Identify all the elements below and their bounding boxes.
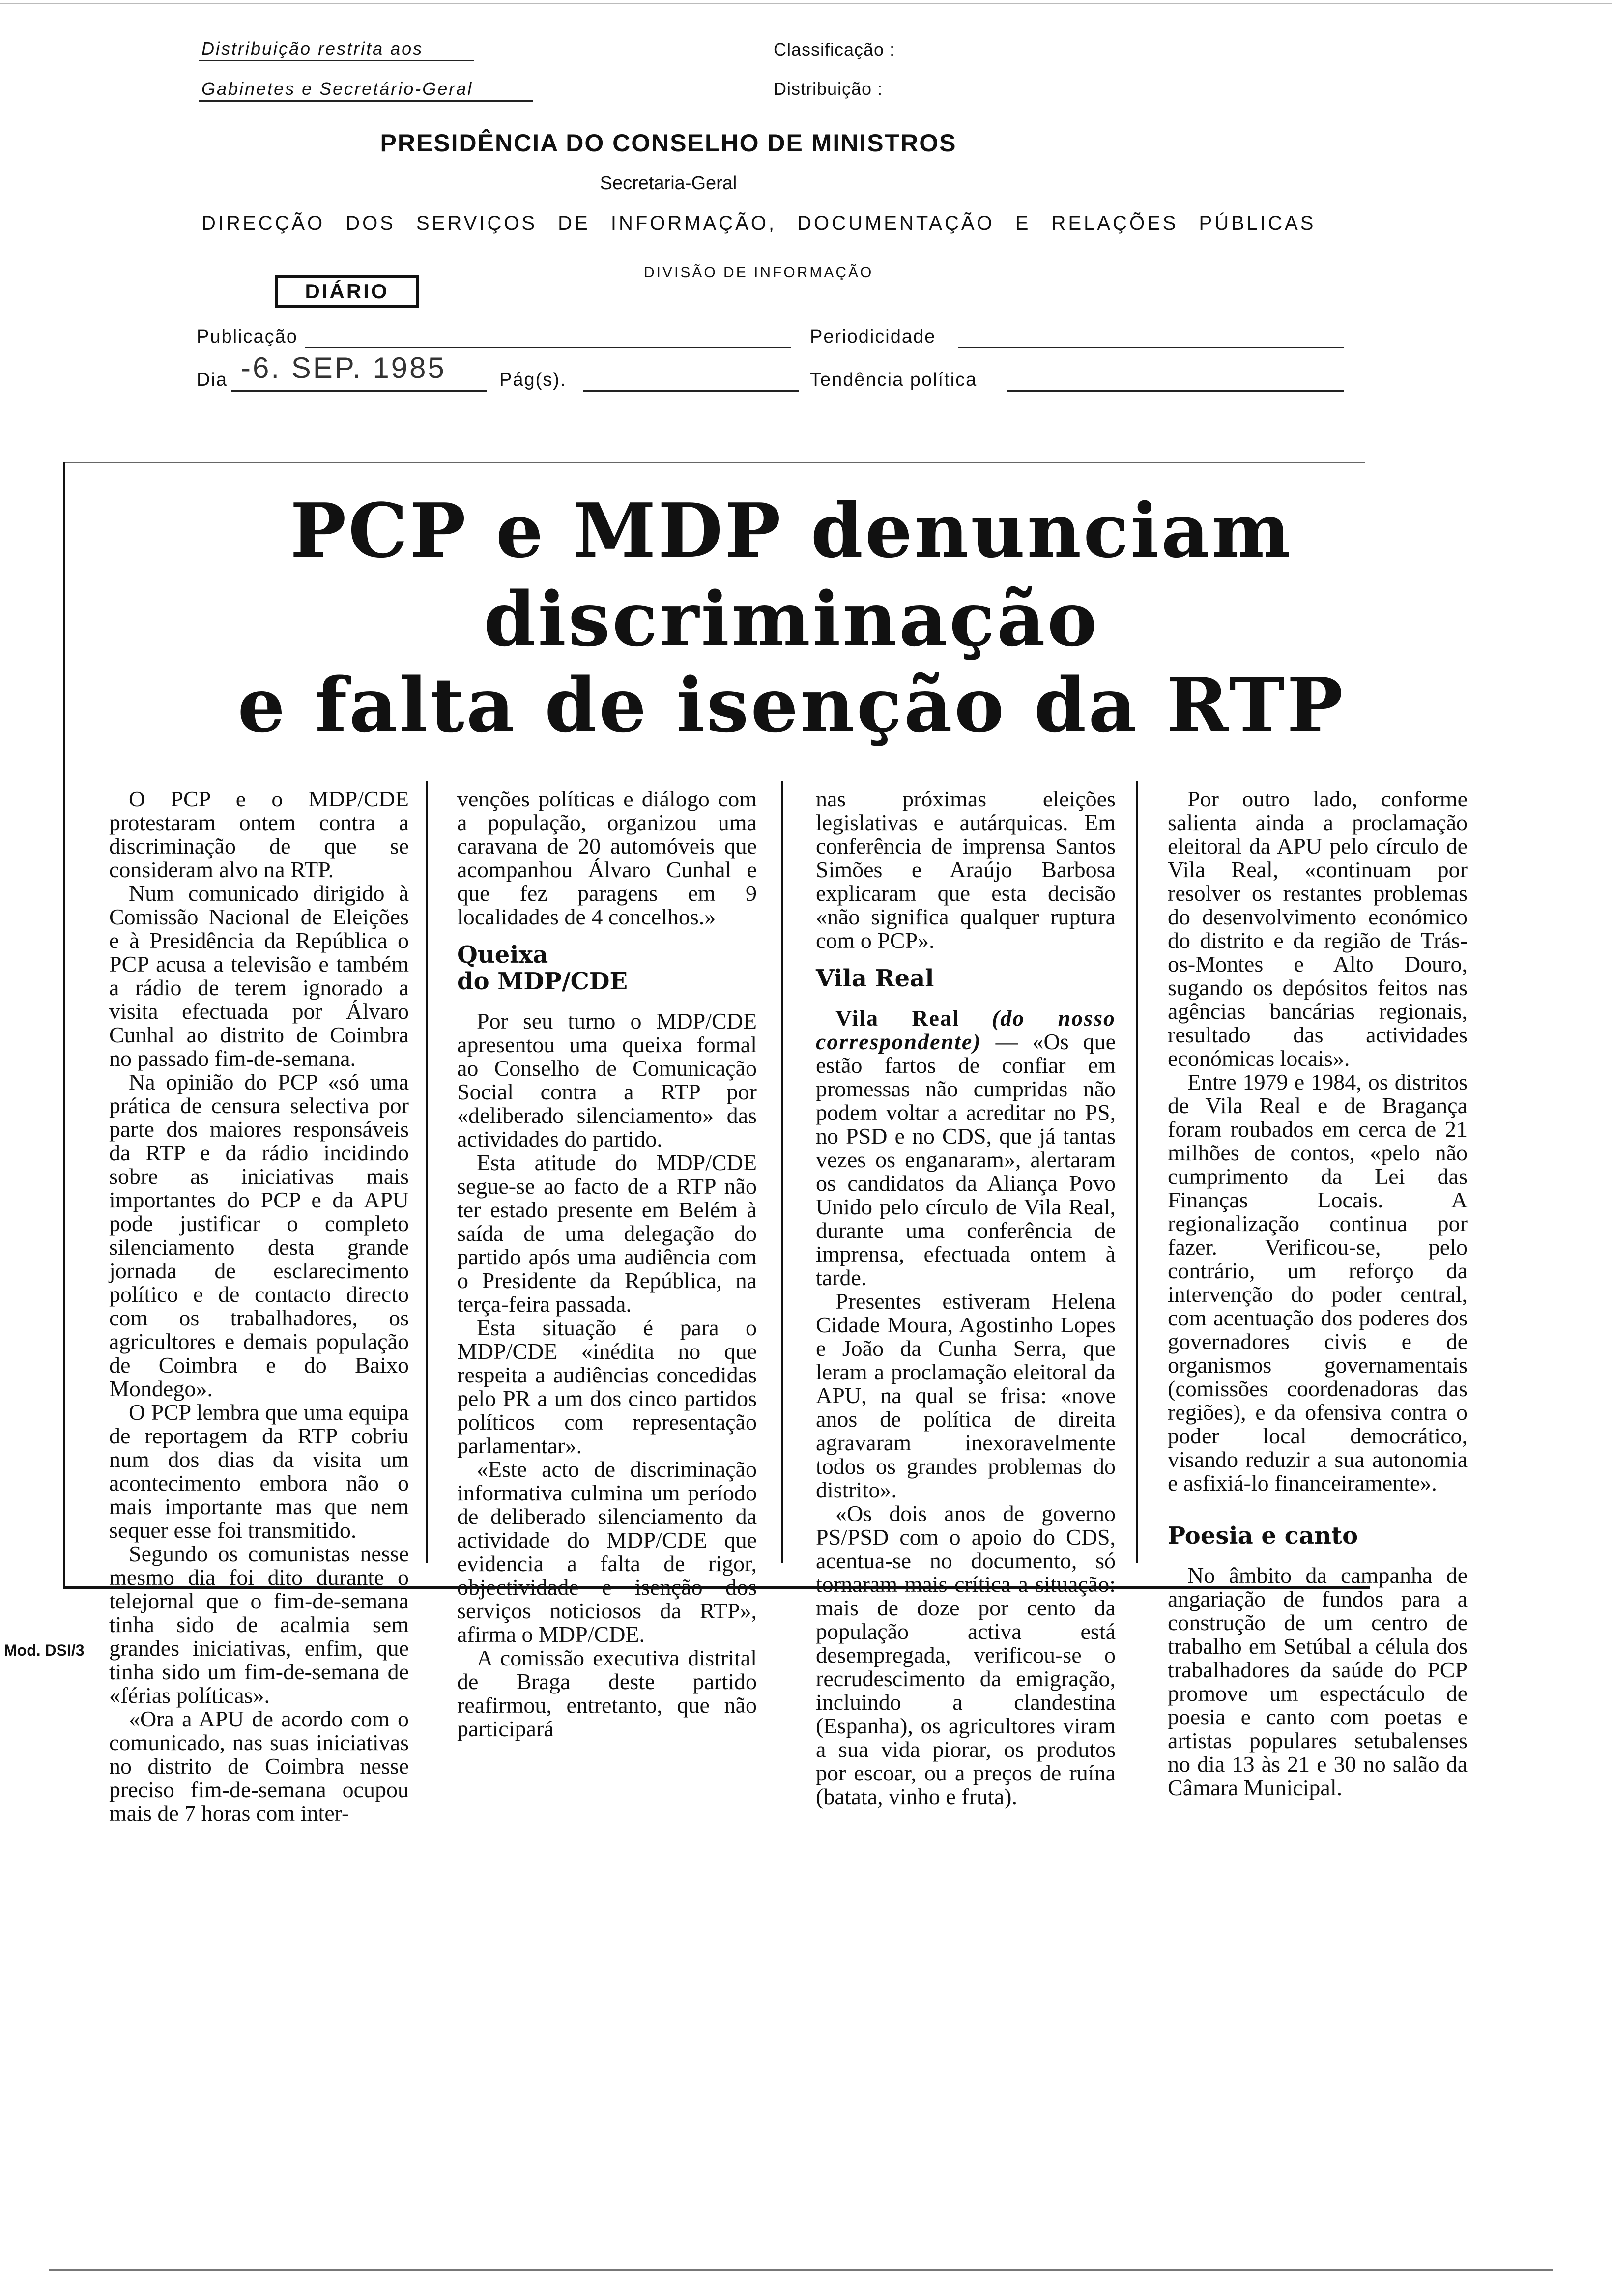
- secretaria-geral: Secretaria-Geral: [600, 173, 737, 194]
- periodicidade-line: [958, 347, 1344, 348]
- article-column-4: [1168, 787, 1468, 1800]
- tendencia-label: Tendência política: [810, 370, 978, 390]
- dia-label: Dia: [197, 370, 228, 390]
- paragraph: O PCP e o MDP/CDE protestaram ontem contra a discriminação de que se consideram alvo na RTP.: [109, 786, 409, 882]
- article-column-2: [457, 787, 757, 1741]
- distribution-restriction-line1: Distribuição restrita aos: [202, 38, 424, 58]
- paragraph: Entre 1979 e 1984, os distritos de Vila Real e de Bragança foram roubados em cerca de 21 milhões de contos, «pelo não cumprimento da Lei das Finanças Locais. A regionalização continua por fazer. Verificou-se, pelo contrário, um reforço da intervenção do poder central, com acentuação dos poderes dos governadores civis e de organismos governamentais (comissões coordenadoras das regiões), e da ofensiva contra o poder local democrático, visando reduzir a sua autonomia e asfixiá-lo financeiramente».: [1168, 1069, 1468, 1495]
- publicacao-label: Publicação: [197, 326, 298, 347]
- distribuicao-label: Distribuição :: [774, 79, 883, 99]
- paragraph: Por outro lado, conforme salienta ainda a proclamação eleitoral da APU pelo círculo de Vila Real, «continuam por resolver os restantes problemas do desenvolvimento económico do distrito e da região de Trás-os-Montes e Alto Douro, sugando os depósitos feitos nas agências bancárias regionais, resultado das actividades económicas locais».: [1168, 786, 1468, 1071]
- underline: [199, 100, 533, 102]
- headline-line-2: discriminação: [484, 575, 1099, 663]
- distribution-restriction-line2: Gabinetes e Secretário-Geral: [202, 79, 473, 99]
- article-column-3: [816, 787, 1116, 1808]
- date-stamp: -6. SEP. 1985: [241, 351, 446, 384]
- classificacao-label: Classificação :: [774, 39, 895, 59]
- paragraph-with-byline: [816, 1006, 1116, 1290]
- byline-place: Vila Real: [835, 1005, 960, 1031]
- tendencia-line: [1008, 390, 1344, 392]
- subhead-vila-real: Vila Real: [816, 965, 934, 992]
- paragraph: «Este acto de discriminação informativa culmina um período de deliberado silenciamento da actividade do MDP/CDE que evidencia a falta de rigor, objectividade e isenção dos serviços noticiosos da RTP», afirma o MDP/CDE.: [457, 1457, 757, 1647]
- dia-line: [231, 390, 487, 392]
- diario-stamp: DIÁRIO: [275, 275, 419, 308]
- paragraph: Na opinião do PCP «só uma prática de censura selectiva por parte dos maiores responsáveis da RTP e da rádio incidindo sobre as iniciativas mais importantes do PCP e da APU pode justificar o completo silenciamento desta grande jornada de esclarecimento político e de contacto directo com os trabalhadores, os agricultores e demais população de Coimbra e do Baixo Mondego».: [109, 1069, 409, 1401]
- paragraph: «Ora a APU de acordo com o comunicado, nas suas iniciativas no distrito de Coimbra nesse preciso fim-de-semana ocupou mais de 7 horas com inter-: [109, 1706, 409, 1826]
- column-divider: [781, 781, 783, 1563]
- form-header: [0, 0, 1612, 423]
- direccao-servicos: DIRECÇÃO DOS SERVIÇOS DE INFORMAÇÃO, DOCUMENTAÇÃO E RELAÇÕES PÚBLICAS: [202, 212, 1316, 234]
- scan-edge-line: [0, 3, 1612, 4]
- article-column-1: [109, 787, 409, 1825]
- column-divider: [1136, 781, 1138, 1563]
- headline-line-1: PCP e MDP denunciam: [290, 487, 1293, 574]
- periodicidade-label: Periodicidade: [810, 326, 936, 347]
- paragraph: venções políticas e diálogo com a população, organizou uma caravana de 20 automóveis que acompanhou Álvaro Cunhal e que fez paragens em 9 localidades de 4 concelhos.»: [457, 786, 757, 929]
- paragraph: Segundo os comunistas nesse mesmo dia foi dito durante o telejornal que o fim-de-semana tinha sido de acalmia sem grandes iniciativas, enfim, que tinha sido um fim-de-semana de «férias políticas».: [109, 1541, 409, 1708]
- pags-label: Pág(s).: [499, 370, 567, 390]
- form-code: Mod. DSI/3: [4, 1641, 85, 1659]
- byline-note: (do nosso correspondente): [816, 1005, 1116, 1054]
- underline: [199, 60, 474, 61]
- pags-line: [583, 390, 799, 392]
- paragraph: No âmbito da campanha de angariação de fundos para a construção de um centro de trabalho em Setúbal a célula dos trabalhadores da saúde do PCP promove um espectáculo de poesia e canto com poetas e artistas populares setubalenses no dia 13 às 21 e 30 no salão da Câmara Municipal.: [1168, 1563, 1468, 1800]
- publicacao-line: [305, 347, 791, 348]
- scan-edge-line: [49, 2269, 1553, 2271]
- paragraph: «Os dois anos de governo PS/PSD com o apoio do CDS, acentua-se no documento, só tornaram mais crítica a situação: mais de doze por cento da população activa está desempregada, verificou-se o recrudescimento da emigração, incluindo a clandestina (Espanha), os agricultores viram a sua vida piorar, os produtos por escoar, ou a preços de ruína (batata, vinho e fruta).: [816, 1501, 1116, 1809]
- paragraph: O PCP lembra que uma equipa de reportagem da RTP cobriu num dos dias da visita um acontecimento embora não o mais importante mas que nem sequer esse foi transmitido.: [109, 1400, 409, 1543]
- paragraph: Num comunicado dirigido à Comissão Nacional de Eleições e à Presidência da República o PCP acusa a televisão e também a rádio de terem ignorado a visita efectuada por Álvaro Cunhal ao distrito de Coimbra no passado fim-de-semana.: [109, 881, 409, 1071]
- paragraph: Presentes estiveram Helena Cidade Moura, Agostinho Lopes e João da Cunha Serra, que leram a proclamação eleitoral da APU, na qual se frisa: «nove anos de política de direita agravaram inexoravelmente todos os grandes problemas do distrito».: [816, 1289, 1116, 1502]
- subhead-line: do MDP/CDE: [457, 968, 628, 995]
- paragraph: Esta situação é para o MDP/CDE «inédita no que respeita a audiências concedidas pelo PR a um dos cinco partidos políticos com representação parlamentar».: [457, 1315, 757, 1458]
- paragraph: nas próximas eleições legislativas e autárquicas. Em conferência de imprensa Santos Simões e Araújo Barbosa explicaram que esta decisão «não significa qualquer ruptura com o PCP».: [816, 786, 1116, 953]
- subhead-line: Queixa: [457, 941, 548, 969]
- clipping-left-border: [63, 462, 65, 1587]
- column-divider: [426, 781, 428, 1563]
- headline-line-3: e falta de isenção da RTP: [237, 661, 1345, 749]
- paragraph: Por seu turno o MDP/CDE apresentou uma queixa formal ao Conselho de Comunicação Social contra a RTP por «deliberado silenciamento» das actividades do partido.: [457, 1008, 757, 1151]
- paragraph: A comissão executiva distrital de Braga deste partido reafirmou, entretanto, que não participará: [457, 1645, 757, 1741]
- paragraph: Esta atitude do MDP/CDE segue-se ao facto de a RTP não ter estado presente em Belém à saída de uma delegação do partido após uma audiência com o Presidente da República, na terça-feira passada.: [457, 1150, 757, 1317]
- presidencia-title: PRESIDÊNCIA DO CONSELHO DE MINISTROS: [380, 129, 957, 157]
- divisao-informacao: DIVISÃO DE INFORMAÇÃO: [644, 264, 874, 281]
- subhead-queixa: [457, 942, 757, 995]
- subhead-poesia-e-canto: Poesia e canto: [1168, 1522, 1358, 1550]
- clipping-top-border: [63, 462, 1365, 463]
- paragraph-text: — «Os que estão fartos de confiar em promessas não cumpridas não podem voltar a acreditar no PS, no PSD e no CDS, que já tantas vezes os enganaram», alertaram os candidatos da Aliança Povo Unido pelo círculo de Vila Real, durante uma conferência de imprensa, efectuada ontem à tarde.: [816, 1029, 1116, 1290]
